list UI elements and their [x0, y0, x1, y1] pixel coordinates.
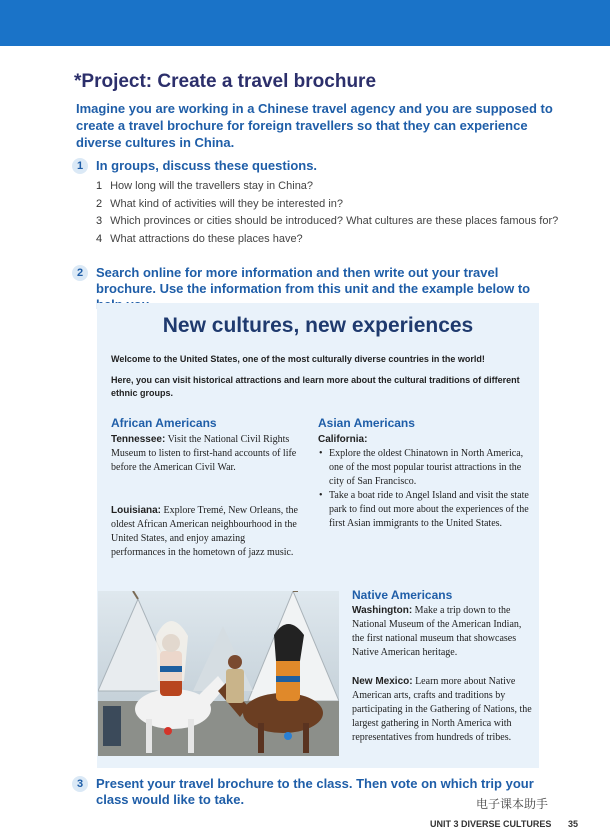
brochure-intro: Here, you can visit historical attractions and learn more about the cultural traditions of different ethnic groups. [111, 375, 520, 398]
louisiana-label: Louisiana: [111, 505, 162, 516]
tennessee-label: Tennessee: [111, 434, 166, 445]
project-intro: Imagine you are working in a Chinese travel agency and you are supposed to create a travel brochure for foreign travellers so that they can experience diverse cultures in China. [76, 101, 553, 150]
california-bullets [318, 447, 530, 531]
native-americans-photo [98, 591, 339, 756]
question-number: 3 [96, 215, 103, 227]
tennessee-text: Visit the National Civil Rights Museum to listen to first-hand accounts of life before the American Civil War. [111, 434, 297, 473]
question-item [96, 231, 558, 249]
unit-label: UNIT 3 DIVERSE CULTURES [430, 819, 552, 829]
step-number-badge: 3 [72, 776, 88, 792]
step-2-text: Search online for more information and then write out your travel brochure. Use the information from this unit and the example below to [96, 265, 531, 296]
step-1-text: In groups, discuss these questions. [96, 158, 318, 173]
new-mexico-text: Learn more about Native American arts, crafts and traditions by participating in the Gathering of Nations, the largest gathering in North America with representatives from hundreds of tribes. [352, 676, 532, 743]
question-number: 4 [96, 232, 103, 245]
washington-label: Washington: [352, 605, 413, 616]
project-title: *Project: Create a travel brochure [74, 71, 377, 92]
california-bullet: • Take a boat ride to Angel Island and visit the state park to find out more about the experiences of the first Asian immigrants to the United States. [318, 489, 530, 531]
california-bullet: • Explore the oldest Chinatown in North America, one of the most popular tourist attractions in the city of San Francisco. [318, 447, 530, 489]
question-text: How long will the travellers stay in China? [110, 180, 314, 192]
question-item [96, 196, 558, 214]
new-mexico-paragraph [352, 675, 534, 745]
photo-illustration [98, 591, 339, 756]
question-item [96, 213, 558, 231]
top-color-band [0, 0, 610, 46]
question-number: 1 [96, 180, 103, 192]
native-americans-heading: Native Americans [352, 588, 453, 602]
question-text: What kind of activities will they be interested in? [110, 197, 344, 210]
california-label: California: [318, 434, 368, 445]
louisiana-paragraph [111, 504, 301, 560]
asian-americans-heading: Asian Americans [318, 416, 415, 430]
step-number-badge: 1 [72, 158, 88, 174]
step-3-text: Present your travel brochure to the class. Then vote on which trip your class would like to take. [96, 776, 534, 807]
question-text: What attractions do these places have? [110, 232, 303, 245]
new-mexico-label: New Mexico: [352, 676, 413, 687]
page-number: 35 [568, 819, 579, 829]
question-item [96, 178, 558, 196]
question-list [96, 178, 558, 248]
washington-text: Make a trip down to the National Museum of the American Indian, the first national museum that showcases Native American heritage. [352, 605, 522, 658]
watermark-text: 电子课本助手 [476, 797, 549, 811]
brochure-title: New cultures, new experiences [162, 314, 474, 337]
washington-paragraph [352, 604, 534, 660]
louisiana-text: Explore Tremé, New Orleans, the oldest African American neighbourhood in the United States, and enjoy amazing performances in the hometown of jazz music. [111, 505, 298, 558]
tennessee-paragraph [111, 433, 311, 475]
question-text: Which provinces or cities should be introduced? What cultures are these places famous for? [110, 215, 559, 227]
african-americans-heading: African Americans [111, 416, 217, 430]
question-number: 2 [96, 197, 103, 210]
brochure-welcome: Welcome to the United States, one of the most culturally diverse countries in the world! [111, 354, 485, 364]
step-number-badge: 2 [72, 265, 88, 281]
